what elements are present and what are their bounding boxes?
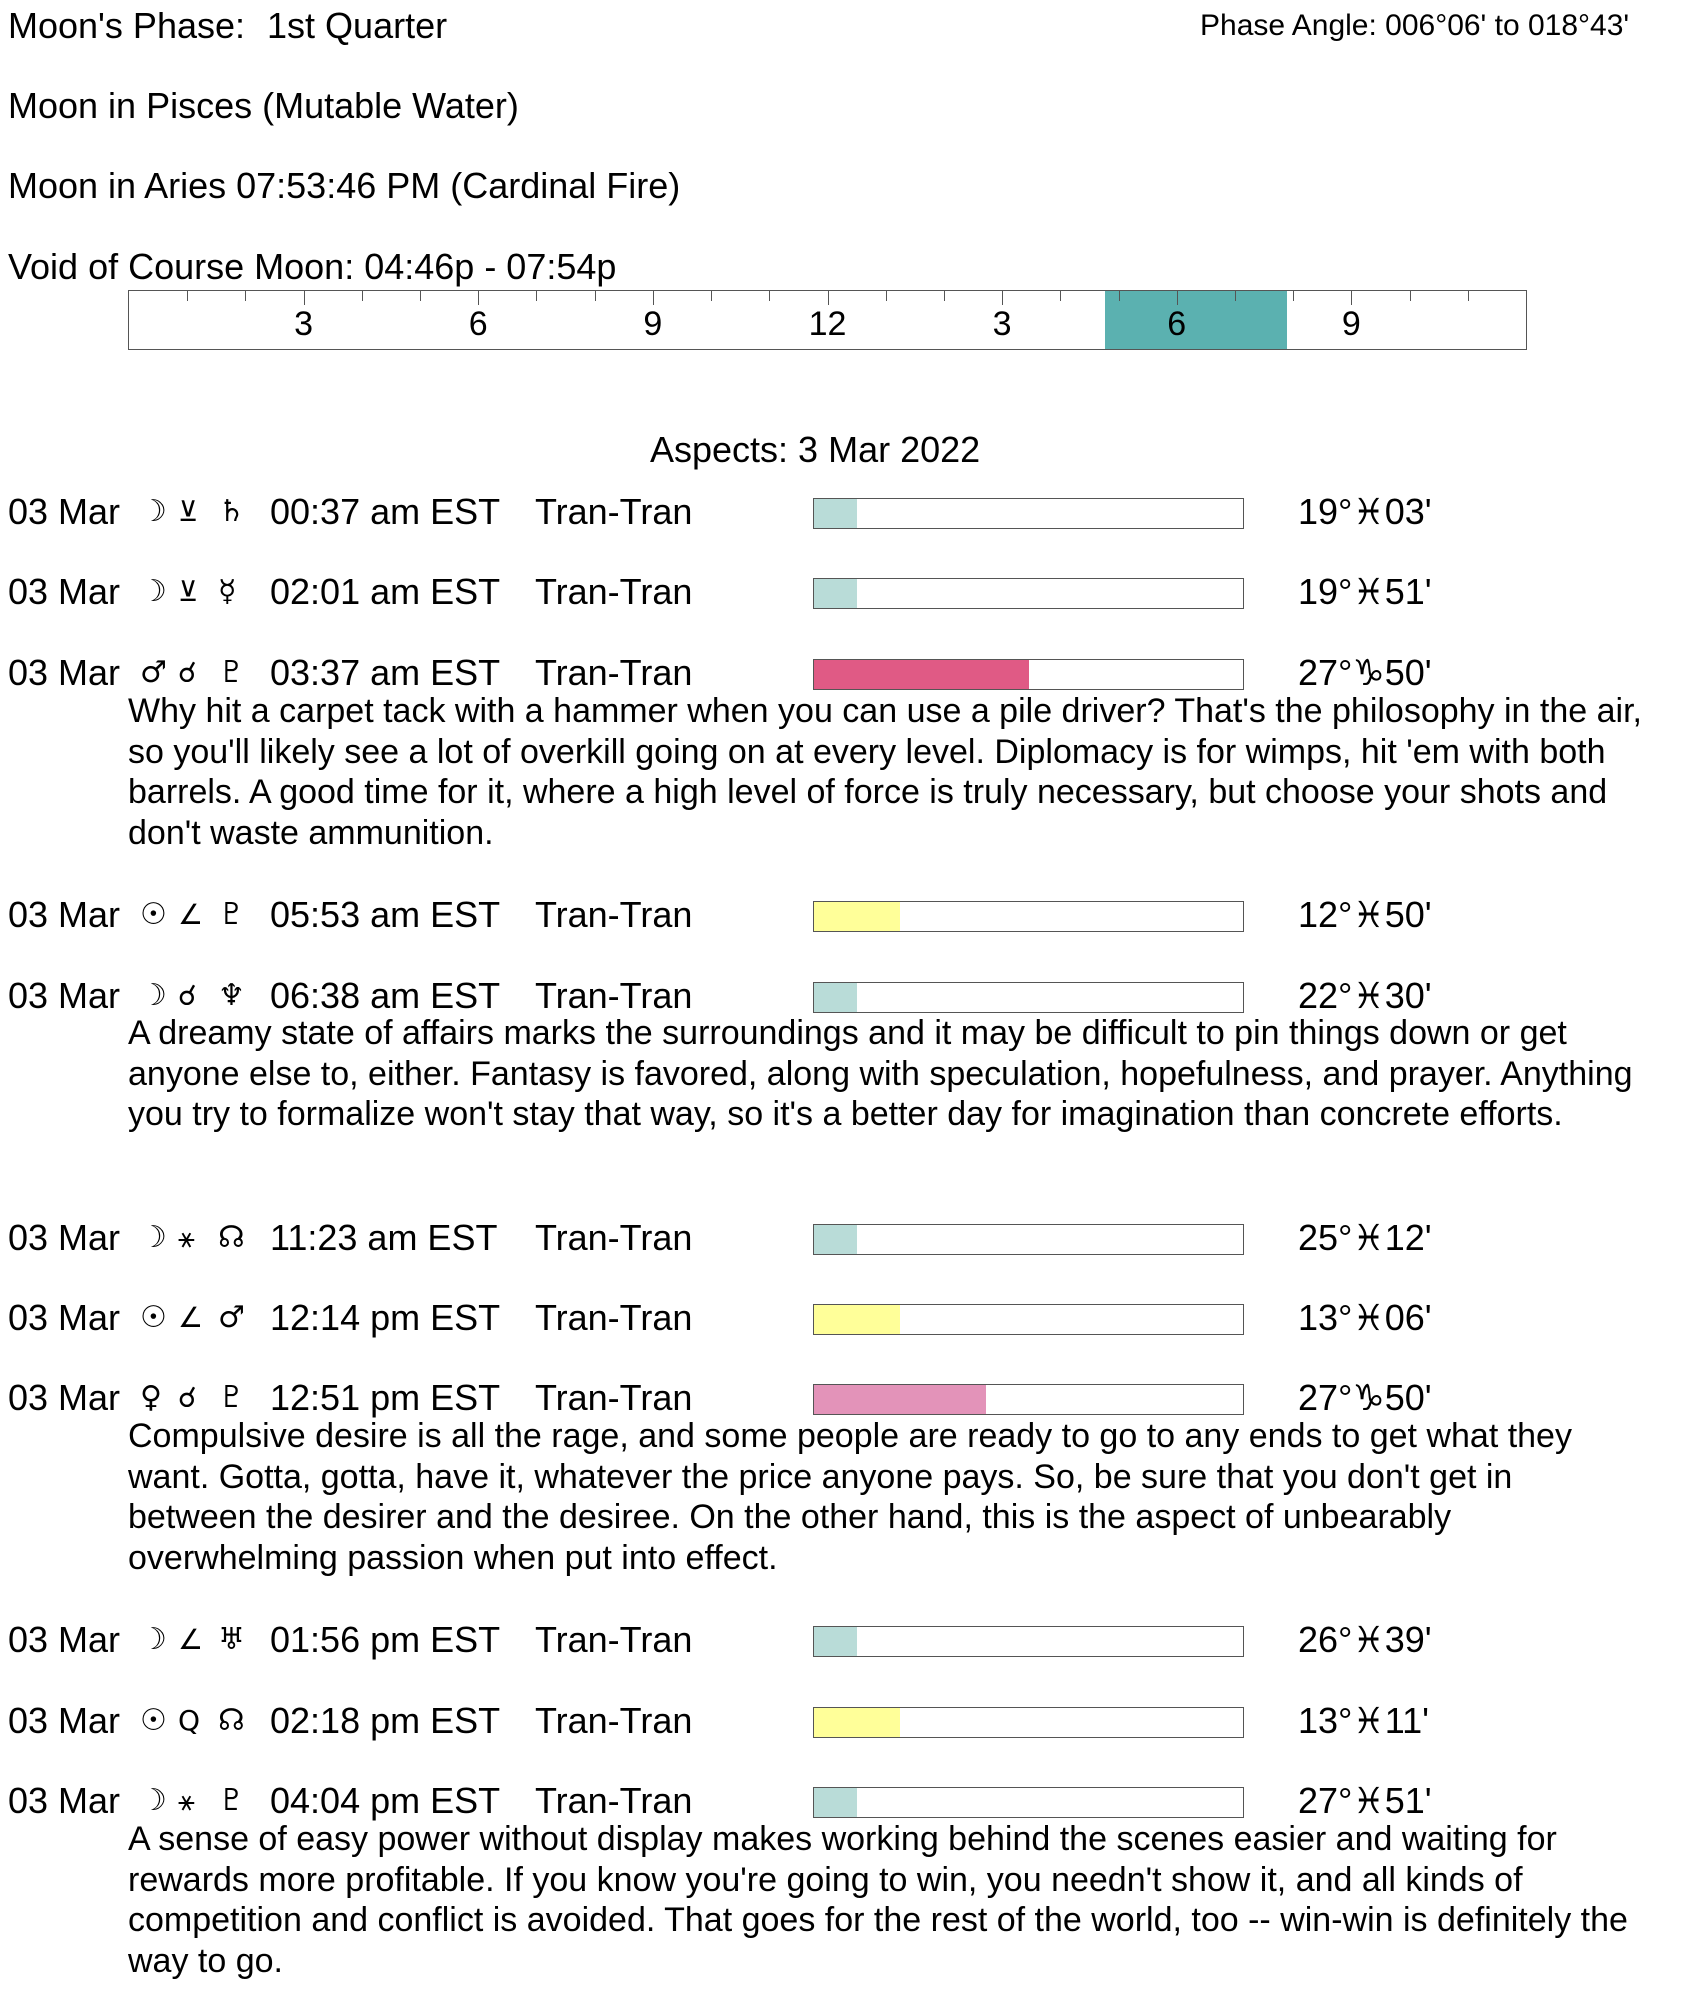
moon-phase xyxy=(8,6,447,46)
aspect-strength-bar xyxy=(813,1707,1244,1738)
aspect-type: Tran-Tran xyxy=(535,491,693,532)
planet-1-icon: ♂ xyxy=(140,655,167,690)
timeline-hour-label: 12 xyxy=(808,305,847,343)
aspect-strength-bar xyxy=(813,982,1244,1013)
timeline-hour-label: 3 xyxy=(992,305,1012,343)
aspect-strength-fill xyxy=(814,1627,857,1656)
aspect-icon: ⊻ xyxy=(178,495,199,528)
moon-sign-aries: Moon in Aries 07:53:46 PM (Cardinal Fire) xyxy=(8,165,681,206)
aspect-time: 01:56 pm EST xyxy=(270,1619,501,1660)
planet-2-icon: ♅ xyxy=(218,1622,245,1657)
timeline-tick xyxy=(187,291,188,301)
aspect-interpretation: Why hit a carpet tack with a hammer when you can use a pile driver? That's the philosophy in the air, so you'll likely see a lot of overkill going on at every level. Diplomacy is for wimps, hit 'em with both barrels. A good time for it, where a high level of force is truly necessary, but choose your shots and don't waste ammunition. xyxy=(128,692,1642,852)
aspect-position xyxy=(1298,1781,1432,1821)
aspect-time: 02:18 pm EST xyxy=(270,1700,501,1741)
aspect-icon: ∠ xyxy=(178,898,204,931)
aspect-date: 03 Mar xyxy=(8,1297,121,1338)
timeline-tick xyxy=(1351,291,1352,305)
aspect-strength-fill xyxy=(814,660,1029,689)
aspect-position-value: 12°♓50' xyxy=(1298,894,1432,935)
planet-2-icon: ☿ xyxy=(218,574,237,609)
aspect-strength-fill xyxy=(814,983,857,1012)
aspect-strength-fill xyxy=(814,1788,857,1817)
aspect-position-value: 27°♑50' xyxy=(1298,652,1432,693)
aspect-strength-bar xyxy=(813,659,1244,690)
timeline-tick xyxy=(653,291,654,305)
aspect-icon: ⊻ xyxy=(178,575,199,608)
aspect-position-value: 13°♓06' xyxy=(1298,1297,1432,1338)
timeline-tick xyxy=(420,291,421,301)
timeline-tick xyxy=(1119,291,1120,301)
aspect-position-value: 22°♓30' xyxy=(1298,975,1432,1016)
aspect-time: 00:37 am EST xyxy=(270,491,501,532)
phase-angle: Phase Angle: 006°06' to 018°43' xyxy=(1200,9,1630,42)
aspect-strength-bar xyxy=(813,1224,1244,1255)
aspect-position-value: 26°♓39' xyxy=(1298,1619,1432,1660)
aspect-row xyxy=(8,976,1508,1016)
aspect-row xyxy=(8,1378,1508,1418)
timeline-tick xyxy=(828,291,829,305)
aspect-row xyxy=(8,653,1508,693)
aspect-position xyxy=(1298,976,1432,1016)
aspect-strength-fill xyxy=(814,1385,986,1414)
aspect-type: Tran-Tran xyxy=(535,1297,693,1338)
aspect-position xyxy=(1298,895,1432,935)
planet-1-icon: ☽ xyxy=(140,1622,167,1657)
aspect-date: 03 Mar xyxy=(8,1377,121,1418)
aspect-time: 05:53 am EST xyxy=(270,894,501,935)
timeline-tick xyxy=(536,291,537,301)
aspect-position xyxy=(1298,1701,1429,1741)
aspect-date: 03 Mar xyxy=(8,652,121,693)
timeline-tick xyxy=(1468,291,1469,301)
planet-1-icon: ☉ xyxy=(140,897,167,932)
planet-2-icon: ♇ xyxy=(218,1783,245,1818)
planet-1-icon: ☽ xyxy=(140,978,167,1013)
aspect-position xyxy=(1298,1298,1432,1338)
aspect-icon: ☌ xyxy=(178,656,197,689)
aspect-date: 03 Mar xyxy=(8,571,121,612)
planet-2-icon: ☊ xyxy=(218,1220,245,1255)
aspect-time: 03:37 am EST xyxy=(270,652,501,693)
aspect-type: Tran-Tran xyxy=(535,1377,693,1418)
timeline-tick xyxy=(595,291,596,301)
aspect-interpretation: A dreamy state of affairs marks the surroundings and it may be difficult to pin things down or get anyone else to, either. Fantasy is favored, along with speculation, hopefulness, and prayer. Anything you try to formalize won't stay that way, so it's a better day for imagination than concrete efforts. xyxy=(128,1014,1633,1133)
aspect-position-value: 25°♓12' xyxy=(1298,1217,1432,1258)
aspect-icon: ☌ xyxy=(178,1381,197,1414)
aspect-date: 03 Mar xyxy=(8,1619,121,1660)
planet-2-icon: ♇ xyxy=(218,897,245,932)
aspect-strength-fill xyxy=(814,579,857,608)
aspect-row xyxy=(8,1218,1508,1258)
timeline-tick xyxy=(478,291,479,305)
aspect-type: Tran-Tran xyxy=(535,652,693,693)
timeline-hour-label: 9 xyxy=(643,305,663,343)
day-timeline xyxy=(128,290,1527,350)
aspect-date: 03 Mar xyxy=(8,1700,121,1741)
planet-1-icon: ☽ xyxy=(140,494,167,529)
timeline-tick xyxy=(1060,291,1061,301)
aspect-strength-fill xyxy=(814,499,857,528)
aspect-interpretation: A sense of easy power without display makes working behind the scenes easier and waiting for rewards more profitable. If you know you're going to win, you needn't show it, and all kinds of competition and conflict is avoided. That goes for the rest of the world, too -- win-win is definitely the way to go. xyxy=(128,1820,1628,1980)
aspect-strength-bar xyxy=(813,1626,1244,1657)
aspect-type: Tran-Tran xyxy=(535,1217,693,1258)
aspect-strength-fill xyxy=(814,1225,857,1254)
planet-1-icon: ♀ xyxy=(140,1380,162,1415)
aspect-icon: ☌ xyxy=(178,979,197,1012)
aspect-time: 11:23 am EST xyxy=(270,1217,498,1258)
timeline-tick xyxy=(245,291,246,301)
aspect-row xyxy=(8,1701,1508,1741)
aspect-type: Tran-Tran xyxy=(535,975,693,1016)
planet-1-icon: ☉ xyxy=(140,1300,167,1335)
aspect-strength-bar xyxy=(813,498,1244,529)
aspect-position xyxy=(1298,653,1432,693)
aspect-icon: ⚹ xyxy=(178,1221,195,1254)
planet-1-icon: ☉ xyxy=(140,1703,167,1738)
timeline-tick xyxy=(769,291,770,301)
void-of-course: Void of Course Moon: 04:46p - 07:54p xyxy=(8,246,617,287)
timeline-hour-label: 6 xyxy=(468,305,488,343)
planet-2-icon: ♄ xyxy=(218,494,245,529)
aspect-position-value: 13°♓11' xyxy=(1298,1700,1429,1741)
aspect-time: 06:38 am EST xyxy=(270,975,501,1016)
timeline-hour-label: 9 xyxy=(1341,305,1361,343)
planet-2-icon: ♇ xyxy=(218,1380,245,1415)
aspect-type: Tran-Tran xyxy=(535,571,693,612)
aspect-icon: ∠ xyxy=(178,1301,204,1334)
aspect-row xyxy=(8,1781,1508,1821)
timeline-tick xyxy=(944,291,945,301)
timeline-tick xyxy=(1235,291,1236,301)
aspect-icon: ⚹ xyxy=(178,1784,195,1817)
timeline-hour-label: 3 xyxy=(294,305,314,343)
aspect-date: 03 Mar xyxy=(8,491,121,532)
aspect-position-value: 27°♓51' xyxy=(1298,1780,1432,1821)
timeline-hour-label: 6 xyxy=(1167,305,1187,343)
aspect-strength-bar xyxy=(813,1384,1244,1415)
aspect-strength-fill xyxy=(814,1708,900,1737)
aspect-position xyxy=(1298,492,1432,532)
timeline-tick xyxy=(1293,291,1294,301)
aspect-position xyxy=(1298,572,1432,612)
aspect-row xyxy=(8,572,1508,612)
aspect-date: 03 Mar xyxy=(8,1217,121,1258)
moon-phase-value: 1st Quarter xyxy=(267,5,448,46)
aspect-strength-bar xyxy=(813,1304,1244,1335)
aspect-date: 03 Mar xyxy=(8,1780,121,1821)
aspect-time: 04:04 pm EST xyxy=(270,1780,501,1821)
timeline-tick xyxy=(711,291,712,301)
timeline-tick xyxy=(304,291,305,305)
aspect-row xyxy=(8,1298,1508,1338)
aspect-type: Tran-Tran xyxy=(535,1700,693,1741)
aspects-title: Aspects: 3 Mar 2022 xyxy=(650,429,981,470)
timeline-tick xyxy=(886,291,887,301)
timeline-tick xyxy=(1002,291,1003,305)
moon-phase-label: Moon's Phase: xyxy=(8,5,246,46)
planet-2-icon: ♇ xyxy=(218,655,245,690)
aspect-type: Tran-Tran xyxy=(535,1780,693,1821)
aspect-time: 02:01 am EST xyxy=(270,571,501,612)
aspect-strength-fill xyxy=(814,1305,900,1334)
aspect-position-value: 19°♓03' xyxy=(1298,491,1432,532)
planet-2-icon: ♂ xyxy=(218,1300,245,1335)
timeline-tick xyxy=(1177,291,1178,305)
aspect-strength-fill xyxy=(814,902,900,931)
planet-1-icon: ☽ xyxy=(140,1783,167,1818)
aspect-icon: Q xyxy=(178,1704,201,1737)
planet-1-icon: ☽ xyxy=(140,1220,167,1255)
timeline-tick xyxy=(1410,291,1411,301)
aspect-strength-bar xyxy=(813,578,1244,609)
planet-2-icon: ☊ xyxy=(218,1703,245,1738)
aspect-time: 12:14 pm EST xyxy=(270,1297,501,1338)
aspect-interpretation: Compulsive desire is all the rage, and some people are ready to go to any ends to get what they want. Gotta, gotta, have it, whatever the price anyone pays. So, be sure that you don't get in between the desirer and the desiree. On the other hand, this is the aspect of unbearably overwhelming passion when put into effect. xyxy=(128,1417,1572,1577)
aspect-row xyxy=(8,492,1508,532)
aspect-position-value: 19°♓51' xyxy=(1298,571,1432,612)
aspect-date: 03 Mar xyxy=(8,894,121,935)
aspect-strength-bar xyxy=(813,901,1244,932)
aspect-icon: ∠ xyxy=(178,1623,204,1656)
aspect-position-value: 27°♑50' xyxy=(1298,1377,1432,1418)
timeline-tick xyxy=(362,291,363,301)
planet-1-icon: ☽ xyxy=(140,574,167,609)
aspect-position xyxy=(1298,1218,1432,1258)
aspect-position xyxy=(1298,1378,1432,1418)
aspect-time: 12:51 pm EST xyxy=(270,1377,501,1418)
aspect-position xyxy=(1298,1620,1432,1660)
aspect-date: 03 Mar xyxy=(8,975,121,1016)
aspect-type: Tran-Tran xyxy=(535,1619,693,1660)
planet-2-icon: ♆ xyxy=(218,978,245,1013)
aspect-type: Tran-Tran xyxy=(535,894,693,935)
aspect-row xyxy=(8,895,1508,935)
aspect-row xyxy=(8,1620,1508,1660)
moon-sign-pisces: Moon in Pisces (Mutable Water) xyxy=(8,85,519,126)
aspect-strength-bar xyxy=(813,1787,1244,1818)
